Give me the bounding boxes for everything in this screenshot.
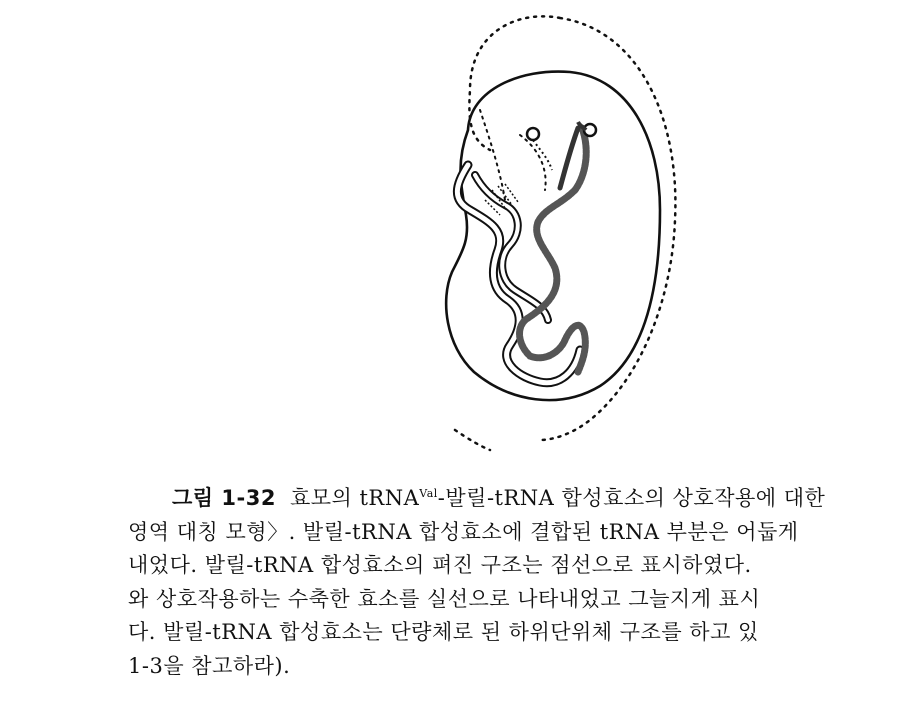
caption-line-6: 1-3을 참고하라).: [128, 653, 291, 678]
trna-end-loop-left: [527, 128, 539, 140]
expanded-enzyme-dotted-inner: [480, 110, 546, 200]
caption-line-5: 다. 발릴-tRNA 합성효소는 단량체로 된 하위단위체 구조를 하고 있: [128, 620, 759, 644]
expanded-enzyme-dotted-outline: [455, 16, 675, 450]
caption-line-4: 와 상호작용하는 수축한 효소를 실선으로 나타내었고 그늘지게 표시: [128, 586, 761, 611]
acceptor-stem-dark-strand: [560, 128, 578, 188]
caption-line-3: 내었다. 발릴-tRNA 합성효소의 펴진 구조는 점선으로 표시하였다.: [128, 553, 752, 577]
figure-caption: [128, 482, 908, 683]
caption-line-1-before-sup: 효모의 tRNA: [289, 486, 420, 510]
caption-line-1-after-sup: -발릴-tRNA 합성효소의 상호작용에 대한: [437, 486, 826, 510]
bound-trna-shaded-strand-a: [520, 128, 587, 356]
figure-label: 그림 1-32: [172, 486, 276, 510]
caption-line-1: [128, 482, 908, 516]
caption-superscript: Val: [419, 487, 438, 500]
trna-end-loop-left-stem: [533, 140, 552, 170]
caption-line-2: 영역 대칭 모형〉. 발릴-tRNA 합성효소에 결합된 tRNA 부분은 어둡게: [128, 519, 799, 544]
